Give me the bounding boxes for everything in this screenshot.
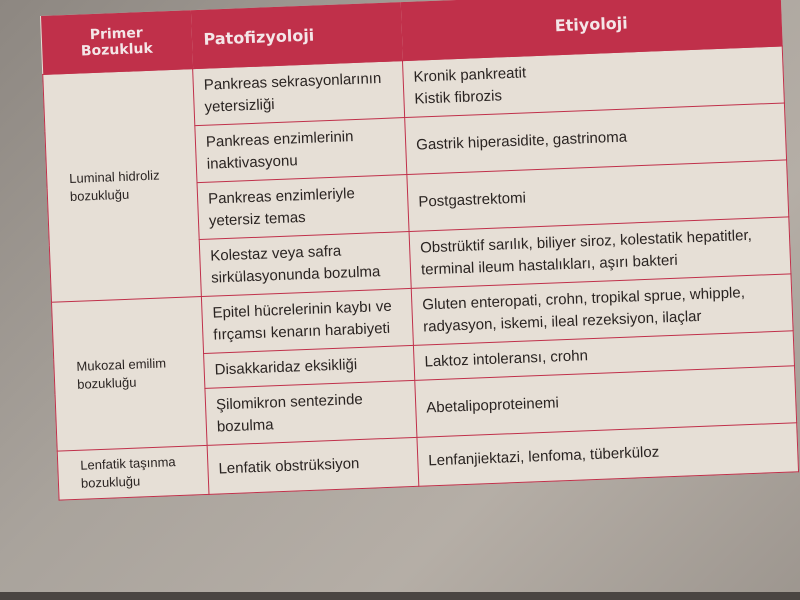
primary-cell: Luminal hidroliz bozukluğu	[43, 69, 202, 303]
header-etiology: Etiyoloji	[400, 0, 782, 61]
primary-cell: Lenfatik taşınma bozukluğu	[57, 445, 209, 500]
patho-cell: Epitel hücrelerinin kaybı ve fırçamsı kenarın harabiyeti	[201, 288, 413, 353]
patho-cell: Şilomikron sentezinde bozulma	[205, 380, 417, 445]
patho-cell: Pankreas enzimleriyle yetersiz temas	[197, 175, 409, 240]
etio-cell: Abetalipoproteinemi	[415, 366, 797, 438]
malabsorption-table	[40, 0, 799, 501]
patho-cell: Disakkaridaz eksikliği	[204, 345, 415, 388]
etio-cell: Postgastrektomi	[407, 160, 789, 232]
header-primary: Primer Bozukluk	[40, 10, 192, 74]
patho-cell: Lenfatik obstrüksiyon	[207, 437, 419, 494]
page-shadow	[0, 592, 800, 600]
etio-cell: Lenfanjiektazi, lenfoma, tüberküloz	[417, 423, 799, 487]
etio-cell: Kronik pankreatit Kistik fibrozis	[402, 46, 784, 118]
etio-cell: Gluten enteropati, crohn, tropikal sprue, whipple, radyasyon, iskemi, ileal rezeksiyon, ilaçlar	[411, 274, 793, 346]
primary-cell: Mukozal emilim bozukluğu	[51, 297, 207, 452]
patho-cell: Pankreas enzimlerinin inaktivasyonu	[195, 118, 407, 183]
malabsorption-table-wrapper	[40, 0, 800, 596]
etio-cell: Laktoz intoleransı, crohn	[413, 331, 794, 381]
etio-cell: Gastrik hiperasidite, gastrinoma	[405, 103, 787, 175]
header-pathophysiology: Patofizyoloji	[190, 2, 402, 69]
etio-cell: Obstrüktif sarılık, biliyer siroz, kolestatik hepatitler, terminal ileum hastalıkları, aşırı bakteri	[409, 217, 791, 289]
patho-cell: Pankreas sekrasyonlarının yetersizliği	[193, 61, 405, 126]
patho-cell: Kolestaz veya safra sirkülasyonunda bozulma	[199, 231, 411, 296]
